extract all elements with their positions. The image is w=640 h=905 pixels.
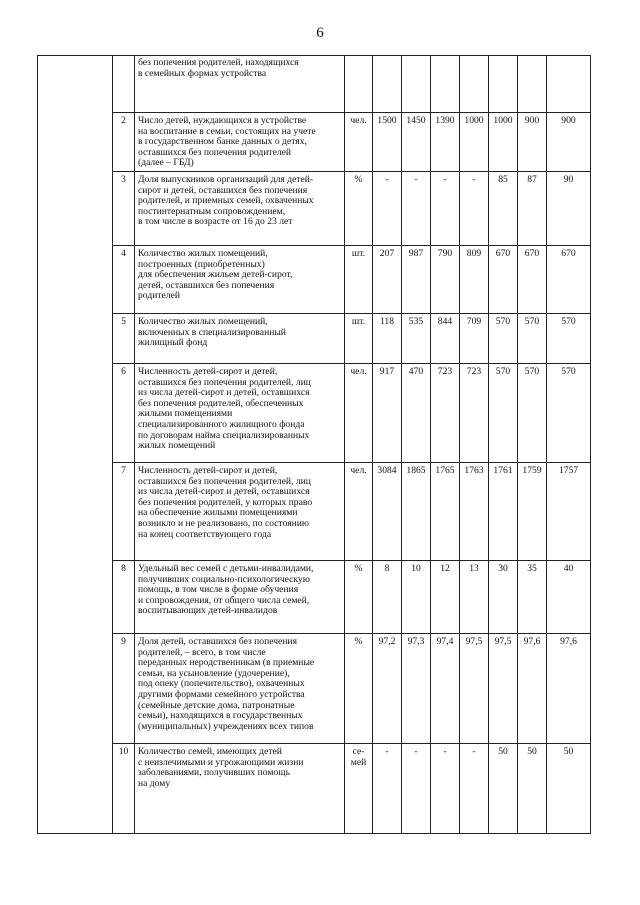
value-cell: 570 (489, 363, 518, 462)
value-cell: 1450 (402, 113, 431, 172)
value-cell: 97,3 (402, 633, 431, 743)
value-cell: - (402, 171, 431, 245)
value-cell: 50 (489, 743, 518, 833)
value-cell: 570 (518, 363, 547, 462)
indicator-name: Количество жилых помещений, включенных в специализированный жилищный фонд (135, 313, 345, 363)
value-cell: 97,2 (373, 633, 402, 743)
value-cell (373, 56, 402, 113)
indicator-name: Количество жилых помещений, построенных (приобретенных) для обеспечения жильем детей-сирот, детей, оставшихся без попечения родителей (135, 245, 345, 313)
value-cell: 917 (373, 363, 402, 462)
indicator-name: Доля детей, оставшихся без попечения родителей, – всего, в том числе переданных неродственникам (в приемные семьи, на усыновление (удочерение), под опеку (попечительство), охваченных другими формами семейного устройства (семейные детские дома, патронатные семьи), находящихся в государственных (муниципальных) учреждениях всех типов (135, 633, 345, 743)
table-row (38, 560, 591, 633)
indicator-name: Количество семей, имеющих детей с неизлечимыми и угрожающими жизни заболеваниями, получивших помощь на дому (135, 743, 345, 833)
value-cell: 207 (373, 245, 402, 313)
value-cell: 670 (518, 245, 547, 313)
value-cell: 30 (489, 560, 518, 633)
value-cell: 97,6 (547, 633, 591, 743)
value-cell (402, 56, 431, 113)
row-number: 5 (113, 313, 135, 363)
unit-cell: % (345, 171, 373, 245)
indicator-name: Число детей, нуждающихся в устройстве на воспитание в семьи, состоящих на учете в государственном банке данных о детях, оставшихся без попечения родителей (далее – ГБД) (135, 113, 345, 172)
value-cell: 723 (460, 363, 489, 462)
unit-cell: шт. (345, 313, 373, 363)
table-row (38, 462, 591, 560)
value-cell: 13 (460, 560, 489, 633)
value-cell: 1765 (431, 462, 460, 560)
value-cell: - (460, 743, 489, 833)
value-cell: 1761 (489, 462, 518, 560)
row-number: 7 (113, 462, 135, 560)
value-cell: 118 (373, 313, 402, 363)
value-cell: 50 (547, 743, 591, 833)
value-cell: 35 (518, 560, 547, 633)
unit-cell: чел. (345, 462, 373, 560)
value-cell: 844 (431, 313, 460, 363)
unit-cell: % (345, 560, 373, 633)
unit-cell: шт. (345, 245, 373, 313)
value-cell: 87 (518, 171, 547, 245)
unit-cell: чел. (345, 113, 373, 172)
value-cell: 470 (402, 363, 431, 462)
table-row (38, 171, 591, 245)
indicators-table (37, 55, 591, 834)
value-cell: - (431, 171, 460, 245)
value-cell: 3084 (373, 462, 402, 560)
indicator-name: Численность детей-сирот и детей, оставшихся без попечения родителей, лиц из числа детей-сирот и детей, оставшихся без попечения родителей, обеспеченных жилыми помещениями специализированного жилищного фонда по договорам найма специализированных жилых помещений (135, 363, 345, 462)
left-margin-cell (38, 56, 113, 834)
row-number: 4 (113, 245, 135, 313)
value-cell: 97,5 (489, 633, 518, 743)
value-cell: 1763 (460, 462, 489, 560)
value-cell: 570 (547, 363, 591, 462)
value-cell (547, 56, 591, 113)
value-cell (431, 56, 460, 113)
row-number: 9 (113, 633, 135, 743)
value-cell: 90 (547, 171, 591, 245)
table-row (38, 633, 591, 743)
value-cell (518, 56, 547, 113)
value-cell: - (402, 743, 431, 833)
table-row (38, 113, 591, 172)
value-cell: 97,5 (460, 633, 489, 743)
value-cell: 1759 (518, 462, 547, 560)
value-cell: - (431, 743, 460, 833)
table-row-continuation (38, 56, 591, 113)
value-cell: 1000 (489, 113, 518, 172)
value-cell: 97,4 (431, 633, 460, 743)
value-cell: 670 (547, 245, 591, 313)
value-cell: 809 (460, 245, 489, 313)
unit-cell (345, 56, 373, 113)
page-number: 6 (316, 25, 324, 41)
unit-cell: се- мей (345, 743, 373, 833)
value-cell: 987 (402, 245, 431, 313)
table-row (38, 363, 591, 462)
value-cell: - (373, 171, 402, 245)
row-number: 8 (113, 560, 135, 633)
value-cell: 12 (431, 560, 460, 633)
value-cell: 1865 (402, 462, 431, 560)
table-row (38, 313, 591, 363)
table-row (38, 245, 591, 313)
value-cell: 1500 (373, 113, 402, 172)
value-cell: 1390 (431, 113, 460, 172)
value-cell: 670 (489, 245, 518, 313)
row-number: 10 (113, 743, 135, 833)
value-cell: 900 (518, 113, 547, 172)
value-cell: 570 (547, 313, 591, 363)
value-cell: 570 (489, 313, 518, 363)
value-cell: 570 (518, 313, 547, 363)
value-cell: 790 (431, 245, 460, 313)
row-number: 3 (113, 171, 135, 245)
row-number: 2 (113, 113, 135, 172)
row-number: 6 (113, 363, 135, 462)
indicator-name: Удельный вес семей с детьми-инвалидами, получивших социально-психологическую помощь, в том числе в форме обучения и сопровождения, от общего числа семей, воспитывающих детей-инвалидов (135, 560, 345, 633)
value-cell: 709 (460, 313, 489, 363)
value-cell: 10 (402, 560, 431, 633)
indicator-name: Численность детей-сирот и детей, оставшихся без попечения родителей, лиц из числа детей-сирот и детей, оставшихся без попечения родителей, у которых право на обеспечение жилыми помещениями возникло и не реализовано, по состоянию на конец соответствующего года (135, 462, 345, 560)
indicator-name: Доля выпускников организаций для детей- сирот и детей, оставшихся без попечения родителей, и приемных семей, охваченных постинтернатным сопровождением, в том числе в возрасте от 16 до 23 лет (135, 171, 345, 245)
row-number-cell (113, 56, 135, 113)
value-cell: 900 (547, 113, 591, 172)
value-cell: 50 (518, 743, 547, 833)
indicator-name: без попечения родителей, находящихся в семейных формах устройства (135, 56, 345, 113)
table-row (38, 743, 591, 833)
value-cell: 85 (489, 171, 518, 245)
unit-cell: % (345, 633, 373, 743)
value-cell: - (460, 171, 489, 245)
value-cell: 1000 (460, 113, 489, 172)
value-cell: 97,6 (518, 633, 547, 743)
unit-cell: чел. (345, 363, 373, 462)
value-cell (460, 56, 489, 113)
value-cell: 8 (373, 560, 402, 633)
value-cell: 535 (402, 313, 431, 363)
value-cell (489, 56, 518, 113)
value-cell: 723 (431, 363, 460, 462)
value-cell: 40 (547, 560, 591, 633)
value-cell: - (373, 743, 402, 833)
value-cell: 1757 (547, 462, 591, 560)
